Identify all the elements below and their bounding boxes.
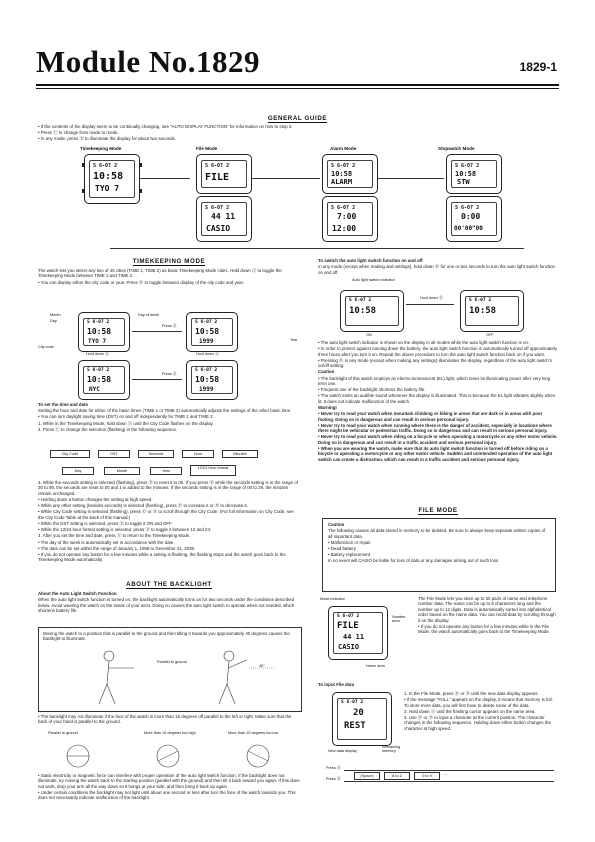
mode-label-alarm: Alarm Mode (330, 146, 357, 151)
label-remaining: Remaining memory (382, 745, 401, 753)
label-mode-indicator: Mode indicator (320, 597, 345, 601)
seq-seconds: Seconds (138, 450, 174, 458)
tk-diagram-watch-2: S 6-07 2 10:58 1999 (186, 312, 238, 352)
label-press-b-seq: Press Ⓑ (326, 777, 341, 781)
watch-file-2: S 6-07 2 44 11 CASIO (196, 196, 252, 242)
label-hold-a-1: Hold down Ⓐ (86, 352, 109, 356)
seq-day: Day (62, 467, 94, 475)
label-day-of-week: Day of week (138, 313, 159, 317)
mode-label-stopwatch: Stopwatch Mode (438, 146, 475, 151)
label-month: Month (50, 313, 61, 317)
seq-dst: DST (98, 450, 130, 458)
seq-month: Month (104, 467, 140, 475)
watch-file-input: S 6-07 2 20 REST (332, 692, 392, 746)
label-press-d-1: Press Ⓓ (162, 324, 177, 328)
backlight-box-text: Moving the watch to a position that is parallel to the ground and then tilting it towards you approximately 40 degrees causes the backlight to illuminate. (43, 631, 290, 642)
file-input-steps: 1. In the File Mode, press Ⓓ or Ⓑ until the new data display appears. • If the message "FULL" appears on the display, it means that memory is full. To store more data, you will first have to delete some of the data. 2. Hold down Ⓐ until the flashing cursor appears on the name area. 3. Use Ⓓ or Ⓑ to input a character at the current position. The character changes in the following sequence. Holding down either button changes the character at high speed. (404, 691, 553, 731)
fig-label-parallel: Parallel to ground (48, 731, 78, 735)
file-mode-heading: FILE MODE (418, 507, 458, 514)
seq-city-code: City Code (50, 450, 90, 458)
file-input-heading: To input File data (318, 682, 355, 687)
watch-alarm-1: S 6-07 2 10:58 ALARM (322, 154, 378, 194)
seq-minutes: Minutes (222, 450, 258, 458)
watch-autolight-off: S 6-07 2 10:58 (460, 290, 524, 332)
label-year: Year (290, 338, 298, 342)
fig-label-too-low: More than 15 degrees too low (228, 731, 279, 735)
set-time-section: To set the time and date Setting the hour and date for either of the basic times (TIME 1 or TIME 2) automatically adjusts the settings of the other basic time. • You can turn daylight saving time (DST) on and off independently for TIME 1 and TIME 2. 1. While in the Timekeeping Mode, hold down Ⓐ until the City Code flashes on the display. 2. Press Ⓒ to change the selection (flashing) in the following sequence. (38, 402, 292, 432)
set-time-steps: 3. While the seconds setting is selected (flashing), press Ⓓ to reset it to 00. If you press Ⓓ while the seconds setting is in the range of 30 to 59, the seconds are reset to 00 and 1 is added to the minutes. If the seconds setting is in the range of 00 to 29, the minutes remain unchanged. • Holding down a button changes the setting at high speed. • While any other setting (besides seconds) is selected (flashing), press Ⓓ to increase it or Ⓑ to decrease it. • While City Code setting is selected (flashing), press Ⓓ or Ⓑ to scroll through the City Code. (For full information on City Code, see the City Code Table at the back of this manual.) • While the DST setting is selected, press Ⓓ to toggle it ON and OFF. • While the 12/24 hour format setting is selected, press Ⓓ to toggle it between 12 and 24. 4. After you set the time and date, press Ⓐ to return to the Timekeeping Mode. • The day of the week is automatically set in accordance with the date. • The date can be set within the range of January 1, 1995 to December 31, 2039. • If you do not operate any button for a few minutes while a setting is flashing, the flashing stops and the watch goes back to the Timekeeping Mode automatically. (38, 480, 298, 563)
arrow-file-alarm (252, 178, 320, 179)
backlight-note: • The backlight may not illuminate if the face of the watch is more than 15 degrees off parallel to the left or right. Make sure that the back of your hand is parallel to the ground. (38, 714, 292, 725)
arrow-return (110, 248, 524, 249)
seq-year: Year (150, 467, 182, 475)
arrow-autolight (406, 304, 454, 305)
seq-0-9: 0 to 9 (414, 772, 440, 780)
seq-a-z: A to Z (384, 772, 410, 780)
backlight-box (38, 627, 302, 712)
seq-arrow-bottom (344, 781, 554, 782)
watch-alarm-2: S 6-07 2 7:00 12:00 (322, 196, 378, 242)
autolight-text: • The auto light switch indicator is shown on the display in all modes while the auto light switch function is on. • In order to protect against running down the battery, the auto light switch function is automatically turned off approximately three hours after you turn it on. Repeat the above procedure to turn the auto light switch function back on if you want. • Pressing Ⓑ in any mode (except when making any settings) illuminates the display, regardless of the auto light switch's on/off setting. Caution • The backlight of this watch employs an electro-luminescent (EL) light, which loses its illuminating power after very long term use. • Frequent use of the backlight shortens the battery life. • The watch emits an audible sound whenever the display is illuminated. This is because the EL light vibrates slightly when lit. It does not indicate malfunction of the watch. Warning! • Never try to read your watch when mountain climbing or hiking in areas that are dark or in areas with poor footing. Doing so is dangerous and can result in serious personal injury. • Never try to read your watch when running where there is the danger of accident, especially in locations where there might be vehicular or pedestrian traffic. Doing so is dangerous and can result in serious personal injury. • Never try to read your watch when riding on a bicycle or when operating a motorcycle or any other motor vehicle. Doing so is dangerous and can result in a traffic accident and serious personal injury. • When you are wearing the watch, make sure that its auto light switch function is turned off before riding on a bicycle or operating a motorcycle or any other motor vehicle. Sudden and unintended operation of the auto light switch can create a distraction, which can result in a traffic accident and serious personal injury. (318, 340, 558, 462)
general-guide-text: • If the contents of the display seem to be continually changing, see "AUTO DISPLAY FUNCTION" for information on how to stop it. • Press Ⓒ to change from mode to mode. • In any mode, press Ⓑ to illuminate the display for about two seconds. (38, 124, 293, 142)
label-press-d-2: Press Ⓓ (162, 372, 177, 376)
watch-timekeeping: S 6-07 2 10:58 TYO 7 (84, 154, 140, 204)
label-40deg: 40° (259, 664, 265, 668)
module-code: 1829-1 (519, 60, 557, 74)
tk-diagram-watch-1: S 6-07 2 10:58 TYO 7 (78, 312, 130, 352)
label-city-code: City code (38, 345, 54, 349)
label-auto-light-indicator: Auto light switch indicator (352, 278, 395, 282)
label-number-area: Number area (392, 615, 406, 623)
autolight-intro: To switch the auto light switch function on and off In any mode (except when making and settings), hold down Ⓑ for one or two seconds to turn the auto light switch function on and off. (318, 258, 555, 275)
general-guide-heading: GENERAL GUIDE (267, 115, 328, 122)
label-press-d-seq: Press Ⓓ (326, 766, 341, 770)
seq-arrow-top (344, 770, 554, 771)
seq-space: (Space) (354, 772, 380, 780)
page-title: Module No.1829 (36, 44, 260, 79)
label-parallel: Parallel to ground (157, 660, 187, 664)
arrow-tk-file (140, 178, 190, 179)
label-day: Day (50, 319, 57, 323)
seq-12-24: 12/24 Hour format (190, 465, 236, 476)
mode-label-timekeeping: Timekeeping Mode (80, 146, 122, 151)
backlight-illustration (39, 644, 301, 710)
timekeeping-heading: TIMEKEEPING MODE (132, 258, 206, 265)
label-name-area: Name area (366, 664, 385, 668)
watch-file-demo: S 6-07 2 FILE 44 11 CASIO (328, 606, 388, 660)
mode-label-file: File Mode (196, 146, 218, 151)
file-caution-box: Caution The following causes all data stored in memory to be deleted. Be sure to always keep separate written copies of all important data. • Malfunction or repair • Dead battery • Battery replacement In no event will CASIO be liable for loss of data or any damages arising out of such loss. (322, 518, 556, 592)
fig-label-too-high: More than 15 degrees too high (144, 731, 196, 735)
label-new-data: New data display (328, 749, 357, 753)
seq-tail: ... (444, 772, 448, 776)
title-rule (36, 84, 559, 86)
arrow-tk-1 (132, 331, 182, 332)
label-off: OFF (486, 333, 494, 337)
label-on: ON (366, 333, 372, 337)
backlight-intro: About the Auto Light Switch Function When the auto light switch function is turned on, the backlight automatically turns on for two seconds under the conditions described below. Avoid wearing the watch on the inside of your wrist. Doing so causes the auto light switch to operate when not needed, which shortens battery life. (38, 591, 295, 614)
tk-diagram-watch-4: S 6-07 2 10:58 1999 (186, 360, 238, 400)
arrow-alarm-stw (378, 178, 444, 179)
seq-hour: Hour (182, 450, 214, 458)
title-rule-thin (36, 88, 559, 89)
tk-diagram-watch-3: S 6-07 2 10:58 NYC (78, 360, 130, 400)
watch-file-1: S 6-07 2 FILE (196, 154, 252, 194)
label-hold-b: Hold down Ⓑ (420, 296, 443, 300)
watch-stopwatch-2: S 6-07 2 0:00 00'00"00 (446, 196, 502, 242)
label-hold-a-2: Hold down Ⓐ (196, 352, 219, 356)
watch-stopwatch-1: S 6-07 2 10:58 STW (446, 154, 502, 194)
arrow-tk-2 (132, 379, 182, 380)
backlight-heading: ABOUT THE BACKLIGHT (126, 581, 212, 588)
tilt-illustrations (38, 742, 300, 772)
watch-autolight-on: S 6-07 2 10:58 (340, 290, 404, 332)
timekeeping-intro: The watch lets you select any two of 45 cities (TIME 1, TIME 2) as basic Timekeeping Mode cities. Hold down Ⓐ to toggle the Timekeeping Mode between TIME 1 and TIME 2. • You can display either the city code or year. Press Ⓑ to toggle between display of the city code and year. (38, 268, 282, 285)
file-mode-desc: The File Mode lets you store up to 30 pairs of name and telephone number data. The name can be up to 8 characters long and the number up to 12 digits. Data is automatically sorted into alphabetical order based on the name data. You can recall data by scrolling through it on the display. • If you do not operate any button for a few minutes while in the File Mode, the watch automatically goes back to the Timekeeping Mode. (418, 596, 556, 635)
backlight-bullets: • Static electricity or magnetic force can interfere with proper operation of the auto light switch function. If the backlight does not illuminate, try moving the watch back to the starting position (parallel with the ground) and then tilt it back toward you again. If this does not work, drop your arm all the way down so it hangs at your side, and then bring it back up again. • Under certain conditions the backlight may not light until about one second or less after turn the face of the watch towards you. This does not necessarily indicate malfunction of the backlight. (38, 773, 300, 801)
